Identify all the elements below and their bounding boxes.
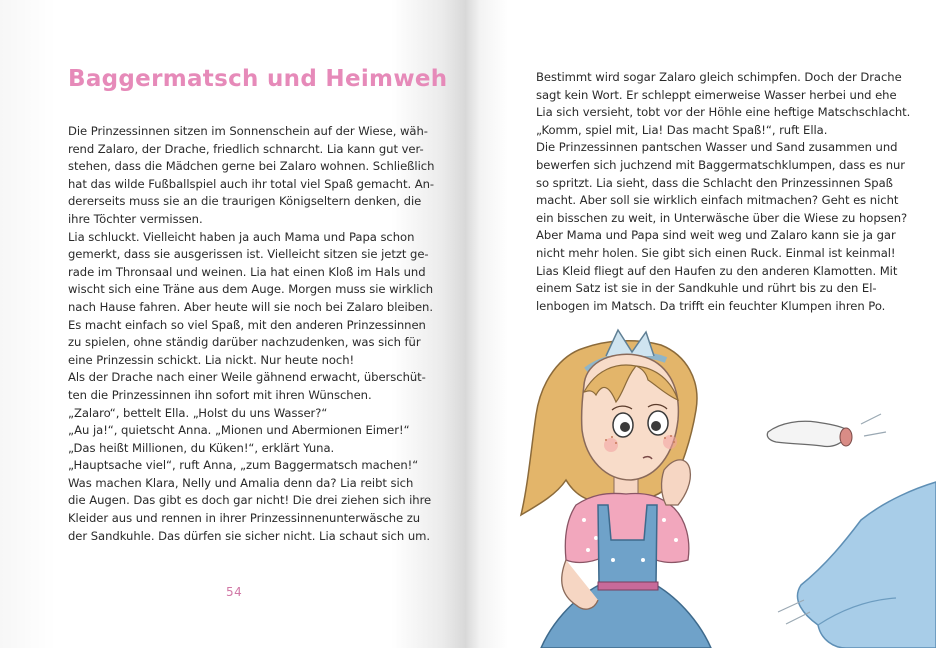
flying-dress: [797, 482, 936, 648]
text-line: gemerkt, dass sie ausgerissen ist. Vielleicht sitzen sie jetzt ge-: [68, 247, 429, 262]
text-line: „Komm, spiel mit, Lia! Das macht Spaß!“, ruft Ella.: [536, 122, 828, 137]
text-line: ten die Prinzessinnen ihn sofort mit ihren Wünschen.: [68, 387, 372, 402]
text-line: der Sandkuhle. Das dürfen sie sicher nicht. Lia schaut sich um.: [68, 528, 430, 543]
left-page-text: [68, 123, 435, 545]
chapter-title: Baggermatsch und Heimweh: [68, 66, 448, 92]
text-line: zu spielen, ohne ständig darüber nachzudenken, was sich für: [68, 335, 421, 350]
text-line: wischt sich eine Träne aus dem Auge. Morgen muss sie wirklich: [68, 282, 434, 297]
text-line: einem Satz ist sie in der Sandkuhle und rührt bis zu den El-: [536, 281, 877, 296]
right-page: [466, 0, 936, 648]
text-line: rade im Thronsaal und weinen. Lia hat einen Kloß im Hals und: [68, 264, 426, 279]
text-line: lenbogen im Matsch. Da trifft ein feuchter Klumpen ihren Po.: [536, 298, 886, 313]
text-line: bewerfen sich juchzend mit Baggermatschklumpen, dass es nur: [536, 157, 906, 172]
text-line: ein bisschen zu weit, in Unterwäsche über die Wiese zu hopsen?: [536, 210, 908, 225]
flying-sock: [767, 414, 886, 446]
text-line: die Augen. Das gibt es doch gar nicht! Die drei ziehen sich ihre: [68, 493, 432, 508]
text-line: nicht mehr holen. Sie gibt sich einen Ruck. Einmal ist keinmal!: [536, 245, 896, 260]
text-line: nach Hause fahren. Aber heute will sie noch bei Zalaro bleiben.: [68, 299, 433, 314]
text-line: sagt kein Wort. Er schleppt eimerweise Wasser herbei und ehe: [536, 87, 897, 102]
text-line: Lia schluckt. Vielleicht haben ja auch Mama und Papa schon: [68, 229, 415, 244]
page-number: 54: [226, 585, 243, 599]
text-line: macht. Aber soll sie wirklich einfach mitmachen? Geht es nicht: [536, 193, 899, 208]
text-line: Was machen Klara, Nelly und Amalia denn da? Lia reibt sich: [68, 475, 414, 490]
text-line: Als der Drache nach einer Weile gähnend erwacht, überschüt-: [68, 370, 426, 385]
text-line: hat das wilde Fußballspiel auch ihr total viel Spaß gemacht. An-: [68, 176, 435, 191]
text-line: Lia sich versieht, tobt vor der Höhle eine heftige Matschschlacht.: [536, 105, 911, 120]
princess-illustration: [466, 0, 936, 648]
text-line: Bestimmt wird sogar Zalaro gleich schimpfen. Doch der Drache: [536, 70, 902, 84]
text-line: „Zalaro“, bettelt Ella. „Holst du uns Wasser?“: [68, 405, 328, 420]
text-line: Die Prinzessinnen sitzen im Sonnenschein auf der Wiese, wäh-: [68, 124, 428, 138]
text-line: Kleider aus und rennen in ihrer Prinzessinnenunterwäsche zu: [68, 511, 421, 526]
text-line: Lias Kleid fliegt auf den Haufen zu den anderen Klamotten. Mit: [536, 263, 898, 278]
text-line: Die Prinzessinnen pantschen Wasser und Sand zusammen und: [536, 140, 898, 155]
text-line: stehen, dass die Mädchen gerne bei Zalaro wohnen. Schließlich: [68, 159, 435, 174]
text-line: „Das heißt Millionen, du Küken!“, erklärt Yuna.: [68, 440, 335, 455]
left-page: [0, 0, 466, 648]
text-line: so spritzt. Lia sieht, dass die Schlacht den Prinzessinnen Spaß: [536, 175, 893, 190]
text-line: rend Zalaro, der Drache, friedlich schnarcht. Lia kann gut ver-: [68, 141, 424, 156]
text-line: Aber Mama und Papa sind weit weg und Zalaro kann sie ja gar: [536, 228, 896, 243]
text-line: „Au ja!“, quietscht Anna. „Mionen und Abermionen Eimer!“: [68, 423, 410, 438]
text-line: dererseits muss sie an die traurigen Königseltern denken, die: [68, 194, 422, 209]
text-line: „Hauptsache viel“, ruft Anna, „zum Baggermatsch machen!“: [68, 458, 419, 473]
text-line: eine Prinzessin schickt. Lia nickt. Nur heute noch!: [68, 352, 355, 367]
text-line: Es macht einfach so viel Spaß, mit den anderen Prinzessinnen: [68, 317, 426, 332]
text-line: ihre Töchter vermissen.: [68, 211, 203, 226]
